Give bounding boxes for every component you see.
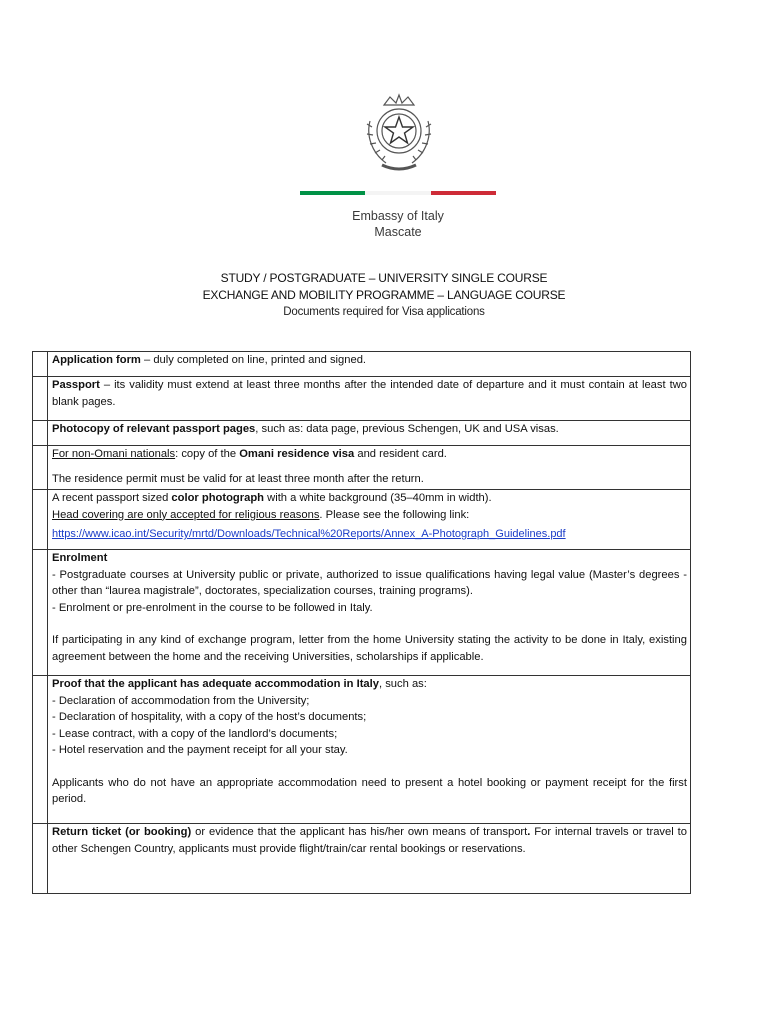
heading-subtitle: Documents required for Visa applications <box>283 306 485 318</box>
table-row <box>33 352 691 377</box>
row-title: Application form <box>52 354 141 366</box>
row-application-form <box>48 352 691 377</box>
italian-republic-emblem <box>360 91 438 175</box>
row-accommodation: Proof that the applicant has adequate accommodation in Italy, such as: - Declaration of accommodation from the University; - Declaration of hospitality, with a copy of the host’s documents; - Lease contract, with a copy of the landlord’s documents; - Hotel reservation and the payment receipt for all your stay. Applicants who do not have an appropriate accommodation need to present a hotel booking or payment receipt for the first period. <box>48 676 691 824</box>
list-item: - Declaration of accommodation from the University; <box>52 694 310 707</box>
heading-line2: EXCHANGE AND MOBILITY PROGRAMME – LANGUAGE COURSE <box>202 288 566 302</box>
embassy-line1: Embassy of Italy <box>352 209 444 223</box>
table-row <box>33 421 691 446</box>
table-row <box>33 446 691 490</box>
row-text: – duly completed on line, printed and signed. <box>140 354 367 366</box>
row-enrolment: Enrolment - Postgraduate courses at University public or private, authorized to issue qualifications having legal value (Master’s degrees - other than “laurea magistrale”, doctorates, specialization courses, training programs). - Enrolment or pre-enrolment in the course to be followed in Italy. If participating in any kind of exchange program, letter from the home University stating the activity to be done in Italy, existing agreement between the home and the receiving Universities, scholarships if applicable. <box>48 550 691 676</box>
row-underlined: Head covering are only accepted for religious reasons <box>52 508 320 521</box>
document-heading <box>0 270 768 321</box>
heading-line1: STUDY / POSTGRADUATE – UNIVERSITY SINGLE COURSE <box>220 271 548 285</box>
table-row <box>33 490 691 550</box>
row-title: Proof that the applicant has adequate accommodation in Italy <box>52 678 379 690</box>
embassy-line2: Mascate <box>374 225 422 239</box>
row-photograph: A recent passport sized color photograph with a white background (35–40mm in width). Head covering are only accepted for religious reasons. Please see the following link: https://www.icao.int/Security/mrtd/Downloads/Technical%20Reports/Annex_A-Photograph_Guidelines.pdf <box>48 490 691 550</box>
list-item: - Declaration of hospitality, with a copy of the host’s documents; <box>52 711 367 723</box>
italian-flag-line <box>300 191 496 195</box>
requirements-table <box>32 351 691 894</box>
row-title: Omani residence visa <box>239 448 355 460</box>
embassy-name <box>300 208 496 240</box>
row-title: Photocopy of relevant passport pages <box>52 423 256 435</box>
table-row <box>33 676 691 824</box>
photo-guidelines-link[interactable]: https://www.icao.int/Security/mrtd/Downloads/Technical%20Reports/Annex_A-Photograph_Guidelines.pdf <box>52 528 566 540</box>
row-passport-photocopy <box>48 421 691 446</box>
row-text: , such as: data page, previous Schengen, UK and USA visas. <box>255 423 559 435</box>
row-passport <box>48 377 691 421</box>
flag-green <box>300 191 365 195</box>
table-row <box>33 550 691 676</box>
row-text: – its validity must extend at least three months after the intended date of departure and it must contain at least two blank pages. <box>52 379 687 408</box>
row-return-ticket: Return ticket (or booking) or evidence that the applicant has his/her own means of transport. For internal travels or travel to other Schengen Country, applicants must provide flight/train/car rental bookings or reservations. <box>48 824 691 894</box>
row-title: color photograph <box>171 492 265 504</box>
flag-white <box>365 191 430 195</box>
row-underlined: For non-Omani nationals <box>52 448 176 460</box>
row-residence-visa: For non-Omani nationals: copy of the Omani residence visa and resident card. The residence permit must be valid for at least three month after the return. <box>48 446 691 490</box>
table-row <box>33 824 691 894</box>
row-text: The residence permit must be valid for at least three month after the return. <box>52 472 424 485</box>
row-title: Enrolment <box>52 552 108 564</box>
row-title: Return ticket (or booking) <box>52 826 192 838</box>
row-title: Passport <box>52 379 100 391</box>
table-row <box>33 377 691 421</box>
list-item: - Hotel reservation and the payment receipt for all your stay. <box>52 744 348 756</box>
list-item: - Lease contract, with a copy of the landlord’s documents; <box>52 727 338 740</box>
flag-red <box>431 191 496 195</box>
